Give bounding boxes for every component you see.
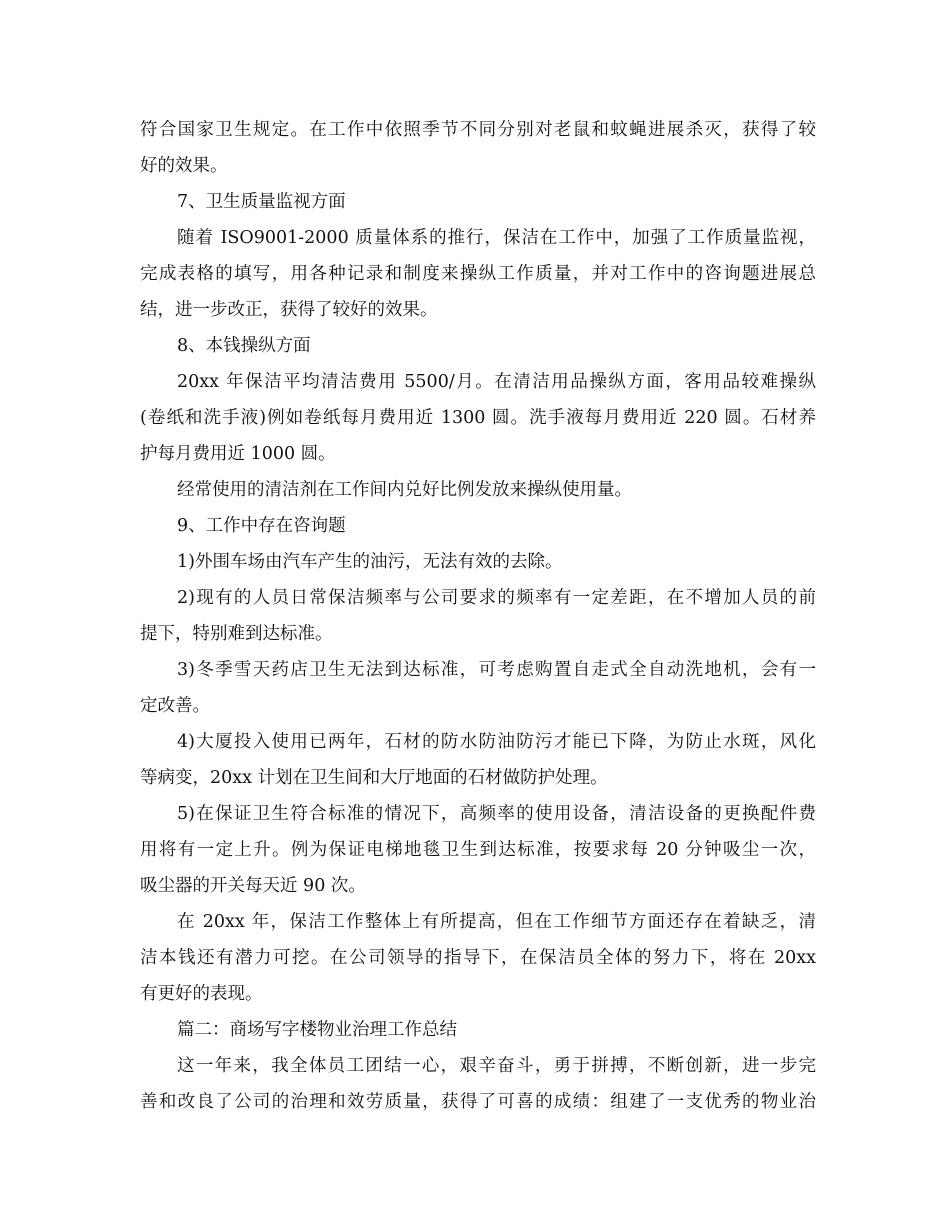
text-line: 20xx 年保洁平均清洁费用 5500/月。在清洁用品操纵方面，客用品较难操纵 [177,372,816,392]
text-line: 等病变，20xx 计划在卫生间和大厅地面的石材做防护处理。 [140,768,608,788]
list-item: 4)大厦投入使用已两年，石材的防水防油防污才能已下降，为防止水斑，风化 [177,732,816,752]
article-title: 篇二：商场写字楼物业治理工作总结 [177,1020,457,1040]
text-line: 在 20xx 年，保洁工作整体上有所提高，但在工作细节方面还存在着缺乏，清 [177,912,816,932]
text-line: 定改善。 [140,696,210,716]
text-line: 完成表格的填写，用各种记录和制度来操纵工作质量，并对工作中的咨询题进展总 [140,264,816,284]
text-line: 结，进一步改正，获得了较好的效果。 [140,300,438,320]
text-line: 用将有一定上升。例为保证电梯地毯卫生到达标准，按要求每 20 分钟吸尘一次， [140,840,816,860]
text-line: 提下，特别难到达标准。 [140,624,333,644]
text-line: 护每月费用近 1000 圆。 [140,444,336,464]
text-line: 符合国家卫生规定。在工作中依照季节不同分别对老鼠和蚊蝇进展杀灭，获得了较 [140,120,816,140]
text-line: (卷纸和洗手液)例如卷纸每月费用近 1300 圆。洗手液每月费用近 220 圆。石材养 [140,408,816,428]
text-line: 经常使用的清洁剂在工作间内兑好比例发放来操纵使用量。 [177,480,632,500]
section-heading: 8、本钱操纵方面 [177,336,311,356]
list-item: 1)外围车场由汽车产生的油污，无法有效的去除。 [177,552,563,572]
text-line: 这一年来，我全体员工团结一心，艰辛奋斗，勇于拼搏，不断创新，进一步完 [177,1056,816,1076]
section-heading: 9、工作中存在咨询题 [177,516,346,536]
list-item: 5)在保证卫生符合标准的情况下，高频率的使用设备，清洁设备的更换配件费 [177,804,816,824]
text-line: 好的效果。 [140,156,228,176]
text-line: 随着 ISO9001-2000 质量体系的推行，保洁在工作中，加强了工作质量监视， [177,228,816,248]
section-heading: 7、卫生质量监视方面 [177,192,346,212]
text-line: 善和改良了公司的治理和效劳质量，获得了可喜的成绩：组建了一支优秀的物业治 [140,1092,816,1112]
text-line: 吸尘器的开关每天近 90 次。 [140,876,366,896]
list-item: 3)冬季雪天药店卫生无法到达标准，可考虑购置自走式全自动洗地机，会有一 [177,660,816,680]
text-line: 洁本钱还有潜力可挖。在公司领导的指导下，在保洁员全体的努力下，将在 20xx [140,948,816,968]
list-item: 2)现有的人员日常保洁频率与公司要求的频率有一定差距，在不增加人员的前 [177,588,816,608]
text-line: 有更好的表现。 [140,984,263,1004]
